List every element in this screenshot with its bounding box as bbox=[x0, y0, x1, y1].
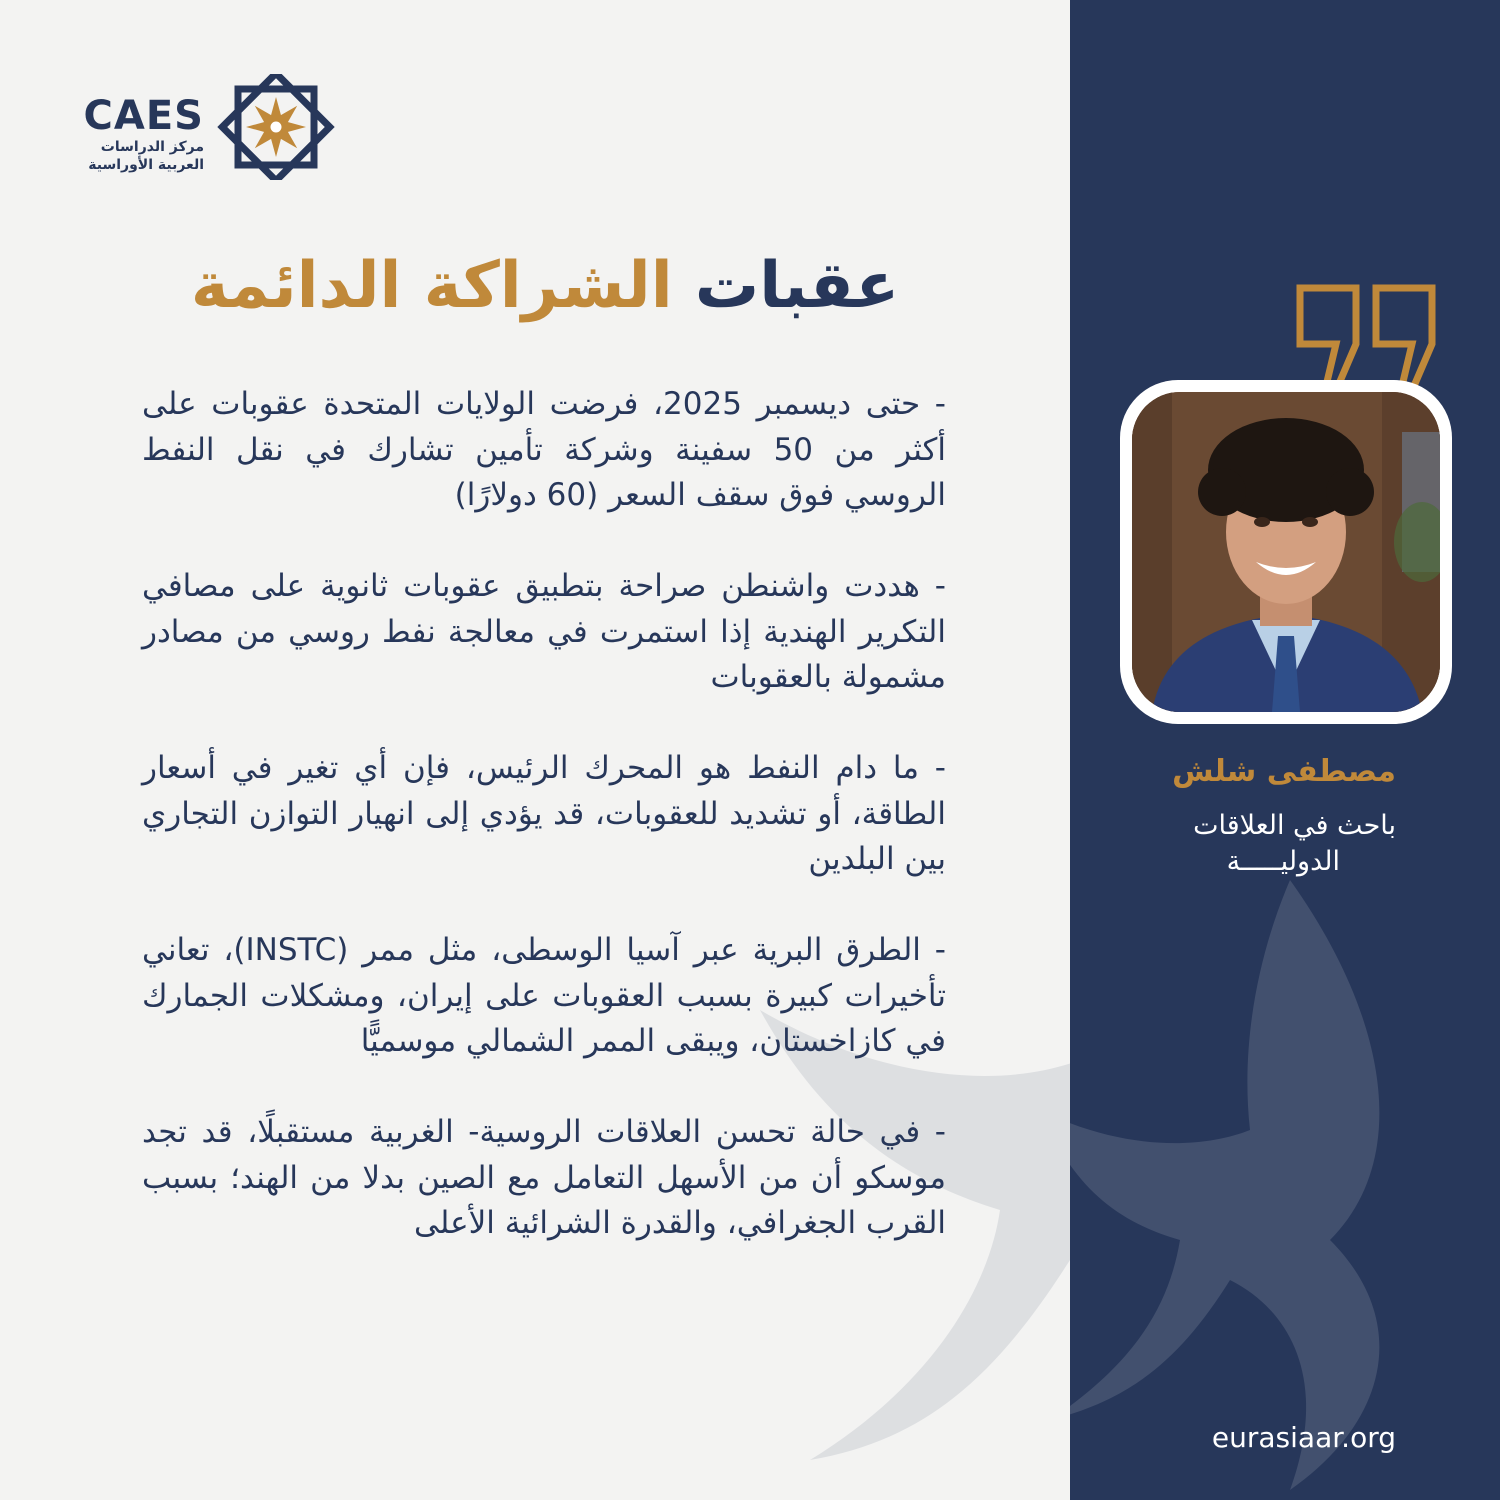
paragraph-1: - حتى ديسمبر 2025، فرضت الولايات المتحدة عقوبات على أكثر من 50 سفينة وشركة تأمين تشارك في نقل النفط الروسي فوق سقف السعر (60 دولارًا) bbox=[142, 386, 946, 513]
website-link[interactable]: eurasiaar.org bbox=[1211, 1421, 1396, 1454]
paragraph-5: - في حالة تحسن العلاقات الروسية- الغربية مستقبلًا، قد تجد موسكو أن من الأسهل التعامل مع الصين بدلا من الهند؛ بسبب القرب الجغرافي، والقدرة الشرائية الأعلى bbox=[142, 1114, 946, 1241]
logo-name-line1: مركز الدراسات bbox=[100, 139, 204, 155]
person-photo-illustration bbox=[1132, 392, 1440, 712]
paragraph-2: - هددت واشنطن صراحة بتطبيق عقوبات ثانوية على مصافي التكرير الهندية إذا استمرت في معالجة نفط روسي من مصادر مشمولة بالعقوبات bbox=[142, 568, 946, 695]
title-part-dark: عقبات bbox=[694, 249, 900, 323]
person-photo bbox=[1132, 392, 1440, 712]
quote-mark-icon bbox=[1292, 282, 1442, 392]
article-body bbox=[142, 382, 946, 1292]
author-role-line2: الدوليـــــة bbox=[1226, 846, 1340, 877]
panel-pattern-decoration bbox=[1070, 860, 1500, 1500]
paragraph-3: - ما دام النفط هو المحرك الرئيس، فإن أي تغير في أسعار الطاقة، أو تشديد للعقوبات، قد يؤدي إلى انهيار التوازن التجاري بين البلدين bbox=[142, 750, 946, 877]
paragraph-4: - الطرق البرية عبر آسيا الوسطى، مثل ممر (INSTC)، تعاني تأخيرات كبيرة بسبب العقوبات على إيران، ومشكلات الجمارك في كازاخستان، ويبقى الممر الشمالي موسميًّا bbox=[142, 932, 946, 1059]
title-part-gold: الشراكة الدائمة bbox=[190, 249, 673, 323]
author-role bbox=[1120, 808, 1396, 880]
caes-logo bbox=[80, 74, 340, 184]
author-name: مصطفى شلش bbox=[1172, 754, 1396, 789]
logo-acronym: CAES bbox=[83, 93, 204, 139]
author-role-line1: باحث في العلاقات bbox=[1193, 810, 1396, 841]
eight-point-star-emblem-icon bbox=[216, 74, 336, 180]
author-photo-frame bbox=[1120, 380, 1452, 724]
page-title bbox=[140, 244, 950, 328]
logo-text bbox=[80, 94, 204, 174]
logo-name-line2: العربية الأوراسية bbox=[88, 157, 204, 173]
